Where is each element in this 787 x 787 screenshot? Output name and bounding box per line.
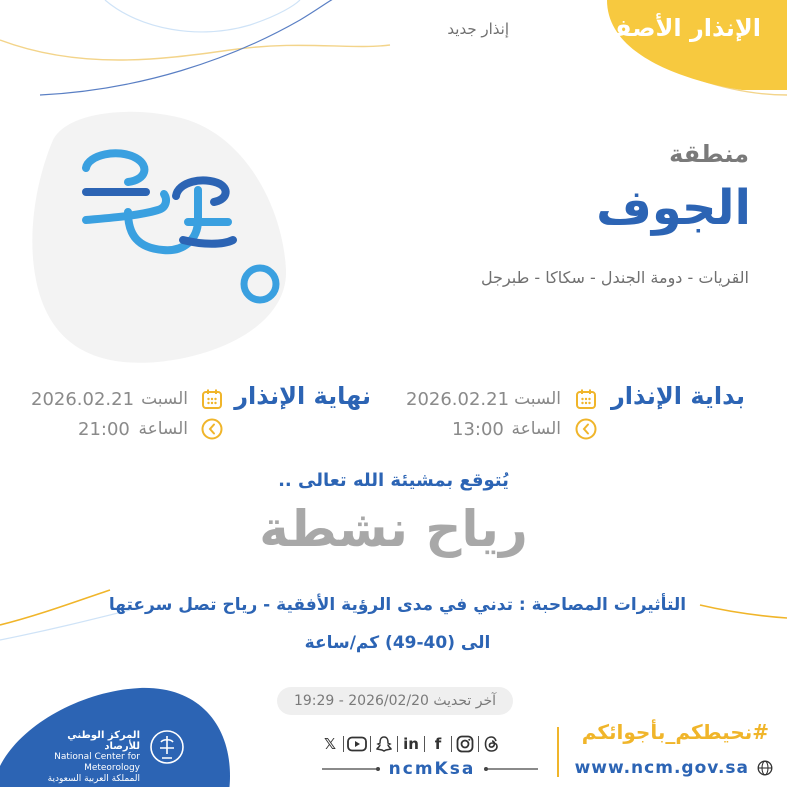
ncm-emblem-icon [148,728,186,768]
warning-level-title: الإنذار الأصفر [600,14,761,42]
threads-icon[interactable] [482,734,502,754]
end-date: 2026.02.21 [31,389,135,410]
end-title: نهاية الإنذار [234,382,371,410]
region-label: منطقة [669,140,749,168]
snapchat-icon[interactable] [374,734,394,754]
social-handle[interactable]: ncmKsa [388,759,476,779]
youtube-icon[interactable] [347,734,367,754]
org-name-en: National Center for Meteorology [54,752,140,773]
start-date: 2026.02.21 [406,389,510,410]
globe-icon [757,760,773,776]
website-link[interactable]: www.ncm.gov.sa [574,758,749,778]
forecast-event: رياح نشطة [259,500,528,558]
divider [343,736,344,752]
end-time-label: الساعة [138,419,188,439]
divider [451,736,452,752]
divider [370,736,371,752]
region-name: الجوف [596,180,751,236]
region-cities: القريات - دومة الجندل - سكاكا - طبرجل [480,268,749,287]
end-day-label: السبت [141,389,188,409]
warning-status: إنذار جديد [447,20,509,38]
org-name [38,730,140,785]
end-time: 21:00 [78,419,130,440]
start-time: 13:00 [452,419,504,440]
forecast-effects [60,586,735,662]
social-links [320,732,502,756]
calendar-icon [201,388,223,410]
effects-line-1: التأثيرات المصاحبة : تدني في مدى الرؤية الأفقية - رياح تصل سرعتها [108,595,687,615]
instagram-icon[interactable] [455,734,475,754]
last-update-badge: آخر تحديث 2026/02/20 - 19:29 [277,687,513,715]
start-day-label: السبت [514,389,561,409]
x-icon[interactable]: 𝕏 [323,735,337,753]
divider [478,736,479,752]
calendar-icon [575,388,597,410]
divider [424,736,425,752]
start-title: بداية الإنذار [610,382,745,410]
divider [397,736,398,752]
start-time-label: الساعة [511,419,561,439]
clock-icon [575,418,597,440]
effects-line-2: الى (40-49) كم/ساعة [304,633,491,653]
footer-divider [557,727,559,777]
clock-icon [201,418,223,440]
forecast-intro: يُتوقع بمشيئة الله تعالى .. [278,470,509,491]
region-logo [28,100,288,365]
linkedin-icon[interactable]: in [403,735,419,753]
country-ar: المملكة العربية السعودية [47,774,140,784]
hashtag: #نحيطكم_بأجوائكم [581,720,769,744]
facebook-icon[interactable]: f [434,735,442,753]
org-name-ar: المركز الوطني للأرصاد [67,730,140,752]
